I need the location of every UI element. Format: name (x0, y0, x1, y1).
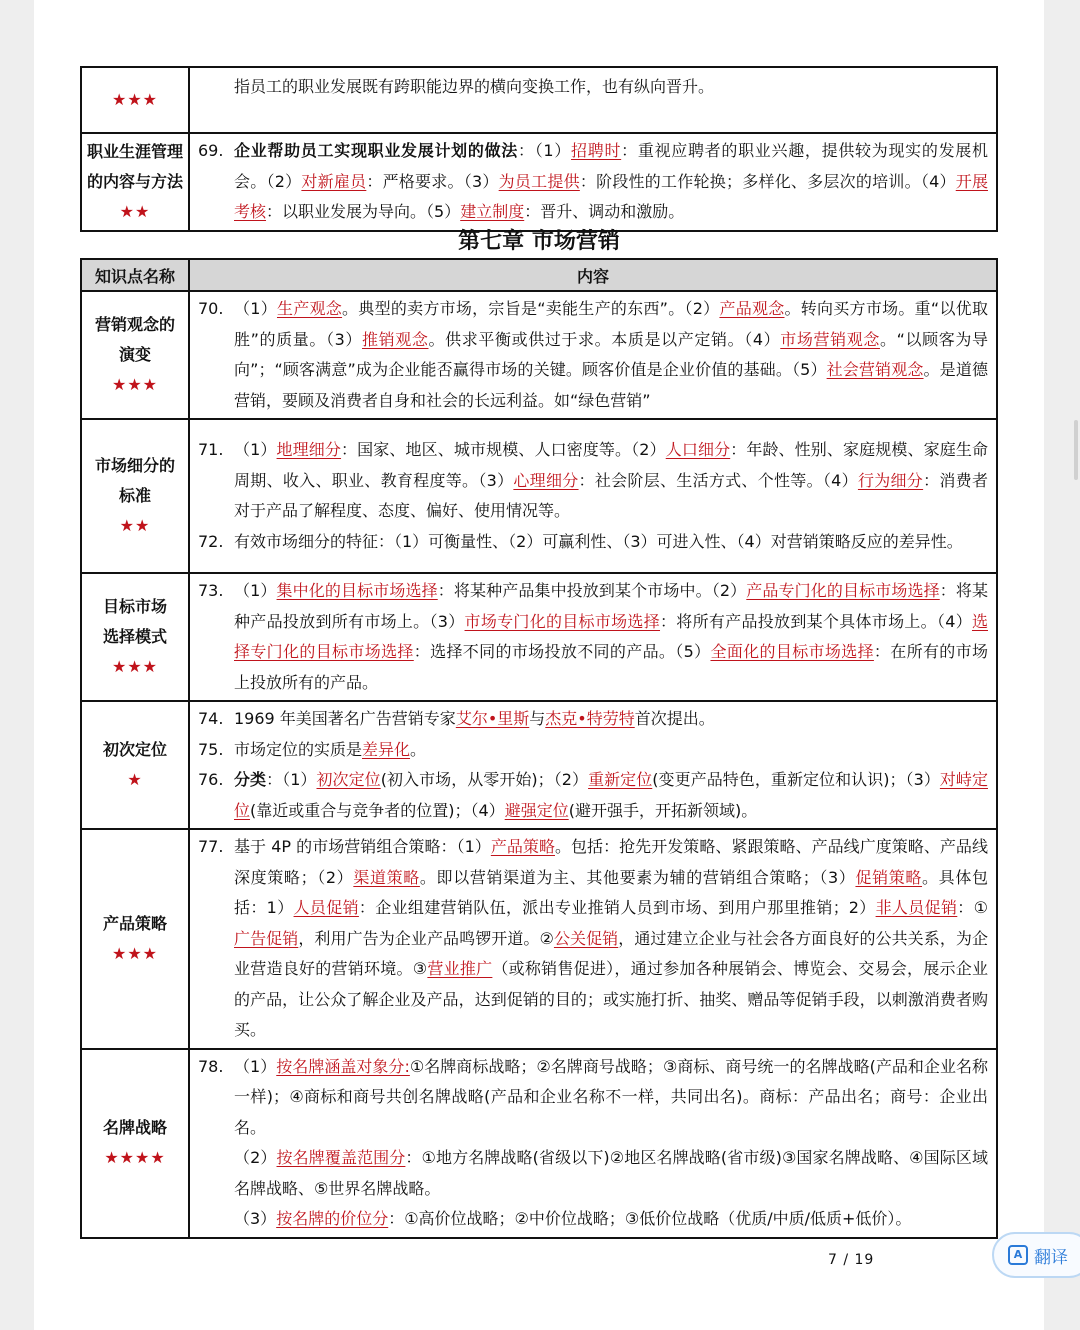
list-item: 77. 基于 4P 的市场营销组合策略：（1）产品策略。包括：抢先开发策略、紧跟策略、产品线广度策略、产品线深度策略；（2）渠道策略。即以营销渠道为主、其他要素为辅的营销组合策略；（3）促销策略。具体包括：1）人员促销：企业组建营销队伍，派出专业推销人员到市场、到用户那里推销；2）非人员促销：①广告促销，利用广告为企业产品鸣锣开道。②公关促销，通过建立企业与社会各方面良好的公共关系，为企业营造良好的营销环境。③营业推广（或称销售促进），通过参加各种展销会、博览会、交易会，展示企业的产品，让公众了解企业及产品，达到促销的目的；或实施打折、抽奖、赠品等促销手段，以刺激消费者购买。 (198, 837, 988, 1039)
translate-label: 翻译 (1034, 1247, 1068, 1268)
knowledge-name-cell: 目标市场 选择模式 ★★★ (81, 573, 189, 701)
knowledge-name: 职业生涯管理的内容与方法 (86, 141, 183, 191)
career-table (80, 66, 998, 232)
importance-stars: ★ (127, 770, 143, 789)
importance-stars: ★★★ (111, 90, 159, 109)
content-cell (189, 419, 997, 573)
translate-icon: A (1008, 1245, 1028, 1265)
scrollbar[interactable] (1074, 420, 1078, 480)
content-cell (189, 133, 997, 231)
document-page (34, 0, 1044, 1330)
knowledge-name-cell: 营销观念的 演变 ★★★ (81, 291, 189, 419)
list-item: 78. （1）按名牌涵盖对象分:①名牌商标战略；②名牌商号战略；③商标、商号统一的名牌战略(产品和企业名称一样)；④商标和商号共创名牌战略(产品和企业名称不一样，共同出名)。商标：产品出名；商号：企业出名。 (198, 1056, 989, 1137)
marketing-table (80, 258, 998, 1239)
page-number: 7 / 19 (828, 1252, 875, 1268)
list-item: 69. 企业帮助员工实现职业发展计划的做法：（1）招聘时：重视应聘者的职业兴趣，提供较为现实的发展机会。（2）对新雇员：严格要求。（3）为员工提供：阶段性的工作轮换；多样化、多层次的培训。（4）开展考核：以职业发展为导向。（5）建立制度：晋升、调动和激励。 (198, 141, 988, 221)
content-cell (189, 291, 997, 419)
list-item: 74. 1969 年美国著名广告营销专家艾尔•里斯与杰克•特劳特首次提出。 (198, 709, 715, 728)
table-row (81, 133, 997, 231)
list-item: 75. 市场定位的实质是差异化。 (198, 739, 427, 759)
table-row (81, 829, 997, 1049)
importance-stars: ★★★ (111, 943, 159, 963)
list-item: 指员工的职业发展既有跨职能边界的横向变换工作，也有纵向晋升。 (234, 77, 715, 96)
content-cell (189, 573, 997, 701)
importance-stars: ★★★ (111, 375, 159, 394)
list-item: （3）按名牌的价位分：①高价位战略；②中价位战略；③低价位战略（优质/中质/低质+低价）。 (234, 1209, 912, 1228)
list-item: 73. （1）集中化的目标市场选择：将某种产品集中投放到某个市场中。（2）产品专门化的目标市场选择：将某种产品投放到所有市场上。（3）市场专门化的目标市场选择：将所有产品投放到某个具体市场上。（4）选择专门化的目标市场选择：选择不同的市场投放不同的产品。（5）全面化的目标市场选择：在所有的市场上投放所有的产品。 (198, 581, 988, 692)
list-item: （2）按名牌覆盖范围分：①地方名牌战略(省级以下)②地区名牌战略(省市级)③国家名牌战略、④国际区域名牌战略、⑤世界名牌战略。 (234, 1148, 988, 1198)
importance-stars: ★★★★ (104, 1148, 166, 1167)
knowledge-name-cell: 名牌战略 ★★★★ (81, 1049, 189, 1238)
table-row (81, 573, 997, 701)
header-name: 知识点名称 (81, 259, 189, 291)
content-cell (189, 67, 997, 133)
knowledge-name-cell: 产品策略 ★★★ (81, 829, 189, 1049)
list-item: 70. （1）生产观念。典型的卖方市场，宗旨是“卖能生产的东西”。（2）产品观念。转向买方市场。重“以优取胜”的质量。（3）推销观念。供求平衡或供过于求。本质是以产定销。（4）市场营销观念。“以顾客为导向”；“顾客满意”成为企业能否赢得市场的关键。顾客价值是企业价值的基础。（5）社会营销观念。是道德营销，要顾及消费者自身和社会的长远利益。如“绿色营销” (198, 299, 988, 410)
importance-stars: ★★★ (111, 657, 159, 676)
knowledge-name-cell: 初次定位 ★ (81, 701, 189, 829)
list-item: 71. （1）地理细分：国家、地区、城市规模、人口密度等。（2）人口细分：年龄、性别、家庭规模、家庭生命周期、收入、职业、教育程度等。（3）心理细分：社会阶层、生活方式、个性等。（4）行为细分：消费者对于产品了解程度、态度、偏好、使用情况等。 (198, 440, 988, 520)
list-item: 72. 有效市场细分的特征：（1）可衡量性、（2）可赢利性、（3）可进入性、（4）对营销策略反应的差异性。 (198, 531, 963, 551)
content-cell (189, 1049, 997, 1238)
table-header-row (81, 259, 997, 291)
header-content: 内容 (189, 259, 997, 291)
table-row (81, 291, 997, 419)
knowledge-name-cell: 市场细分的 标准 ★★ (81, 419, 189, 573)
content-cell (189, 829, 997, 1049)
table-row (81, 1049, 997, 1238)
chapter-title: 第七章 市场营销 (458, 229, 620, 254)
list-item: 76. 分类：（1）初次定位(初入市场，从零开始)；（2）重新定位(变更产品特色，重新定位和认识)；（3）对峙定位(靠近或重合与竞争者的位置)；（4）避强定位(避开强手，开拓新领域)。 (198, 770, 988, 820)
translate-button[interactable] (992, 1232, 1080, 1278)
importance-stars: ★★ (119, 516, 151, 535)
table-row (81, 67, 997, 133)
importance-stars: ★★ (119, 201, 151, 221)
knowledge-name-cell (81, 67, 189, 133)
table-row (81, 419, 997, 573)
knowledge-name-cell (81, 133, 189, 231)
table-row (81, 701, 997, 829)
content-cell (189, 701, 997, 829)
